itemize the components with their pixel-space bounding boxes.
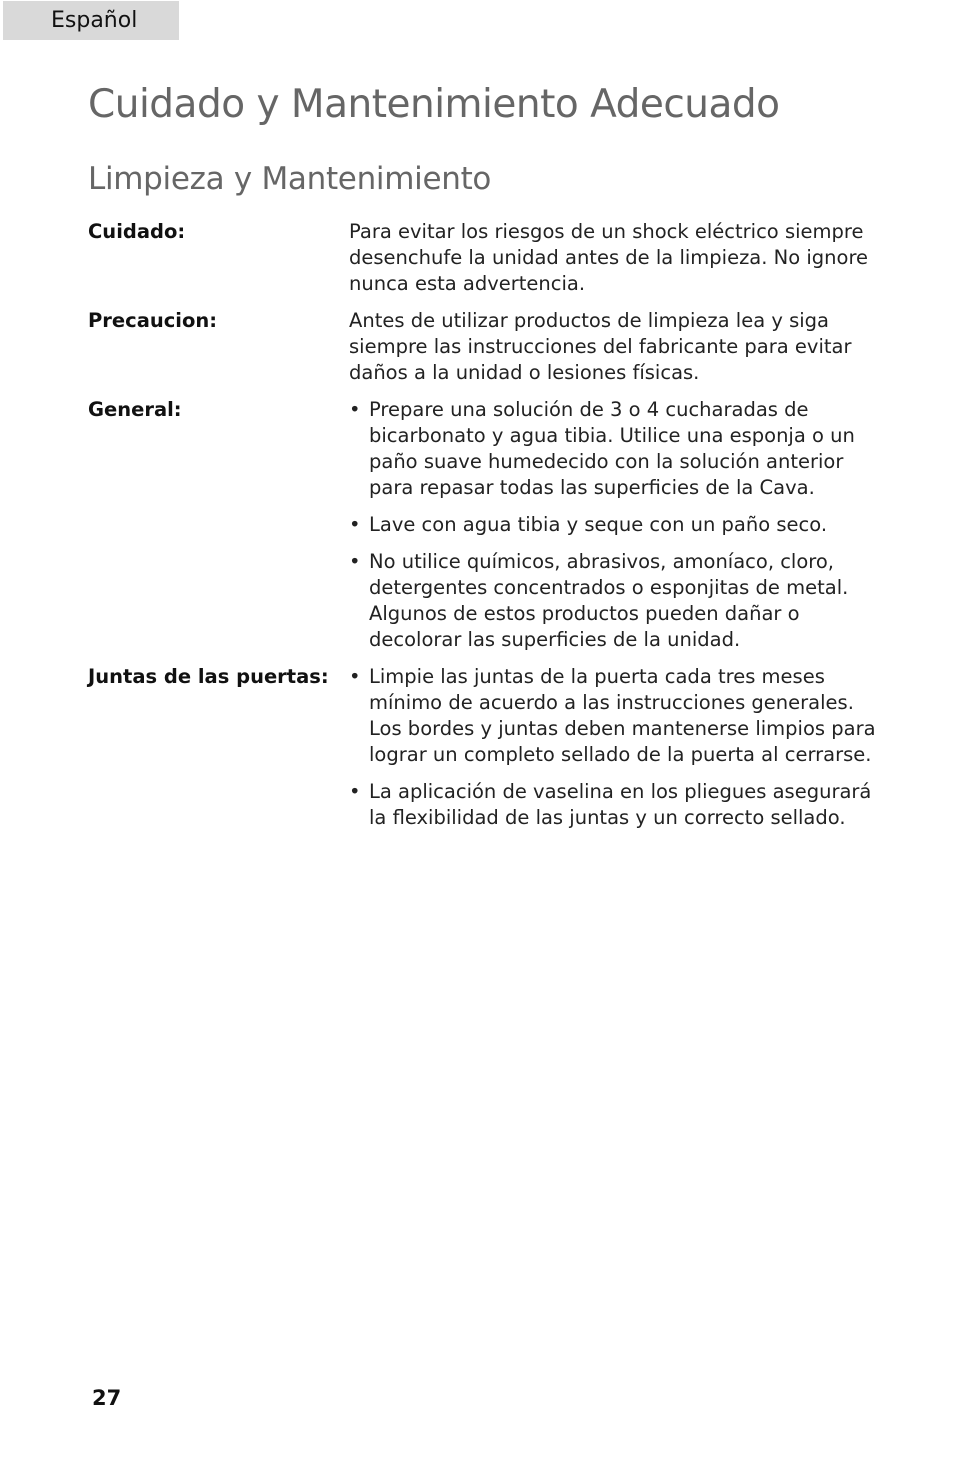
section-subtitle: Limpieza y Mantenimiento <box>88 161 492 197</box>
page-title: Cuidado y Mantenimiento Adecuado <box>88 82 780 127</box>
bullet-list <box>349 664 878 831</box>
section-paragraph: Para evitar los riesgos de un shock eléctrico siempre desenchufe la unidad antes de la limpieza. No ignore nunca esta advertencia. <box>349 220 869 295</box>
section-label: Precaucion: <box>88 309 218 332</box>
content-body <box>88 219 878 831</box>
bullet-icon: • <box>349 550 361 573</box>
section-body <box>349 397 878 653</box>
page-number: 27 <box>92 1386 122 1410</box>
list-item-text: La aplicación de vaselina en los pliegues asegurará la flexibilidad de las juntas y un correcto sellado. <box>369 780 872 829</box>
language-tab: Español <box>3 1 179 40</box>
list-item <box>349 397 878 501</box>
list-item <box>349 549 878 653</box>
section-general <box>88 397 878 653</box>
section-juntas <box>88 664 878 831</box>
section-label: General: <box>88 398 182 421</box>
list-item-text: Limpie las juntas de la puerta cada tres meses mínimo de acuerdo a las instrucciones generales. Los bordes y juntas deben mantenerse limpios para lograr un completo sellado de la puerta al cerrarse. <box>369 665 876 766</box>
section-precaucion <box>88 308 878 386</box>
section-body <box>349 664 878 831</box>
bullet-icon: • <box>349 665 361 688</box>
list-item-text: Lave con agua tibia y seque con un paño seco. <box>369 513 828 536</box>
bullet-list <box>349 397 878 653</box>
list-item <box>349 664 878 768</box>
section-label: Cuidado: <box>88 220 186 243</box>
bullet-icon: • <box>349 780 361 803</box>
section-cuidado <box>88 219 878 297</box>
list-item <box>349 512 878 538</box>
section-body <box>349 308 878 386</box>
section-body <box>349 219 878 297</box>
list-item <box>349 779 878 831</box>
section-paragraph: Antes de utilizar productos de limpieza lea y siga siempre las instrucciones del fabricante para evitar daños a la unidad o lesiones físicas. <box>349 309 852 384</box>
section-label: Juntas de las puertas: <box>88 665 329 688</box>
bullet-icon: • <box>349 513 361 536</box>
list-item-text: Prepare una solución de 3 o 4 cucharadas de bicarbonato y agua tibia. Utilice una esponja o un paño suave humedecido con la solución anterior para repasar todas las superficies de la Cava. <box>369 398 855 499</box>
list-item-text: No utilice químicos, abrasivos, amoníaco, cloro, detergentes concentrados o esponjitas de metal. Algunos de estos productos pueden dañar o decolorar las superficies de la unidad. <box>369 550 849 651</box>
bullet-icon: • <box>349 398 361 421</box>
